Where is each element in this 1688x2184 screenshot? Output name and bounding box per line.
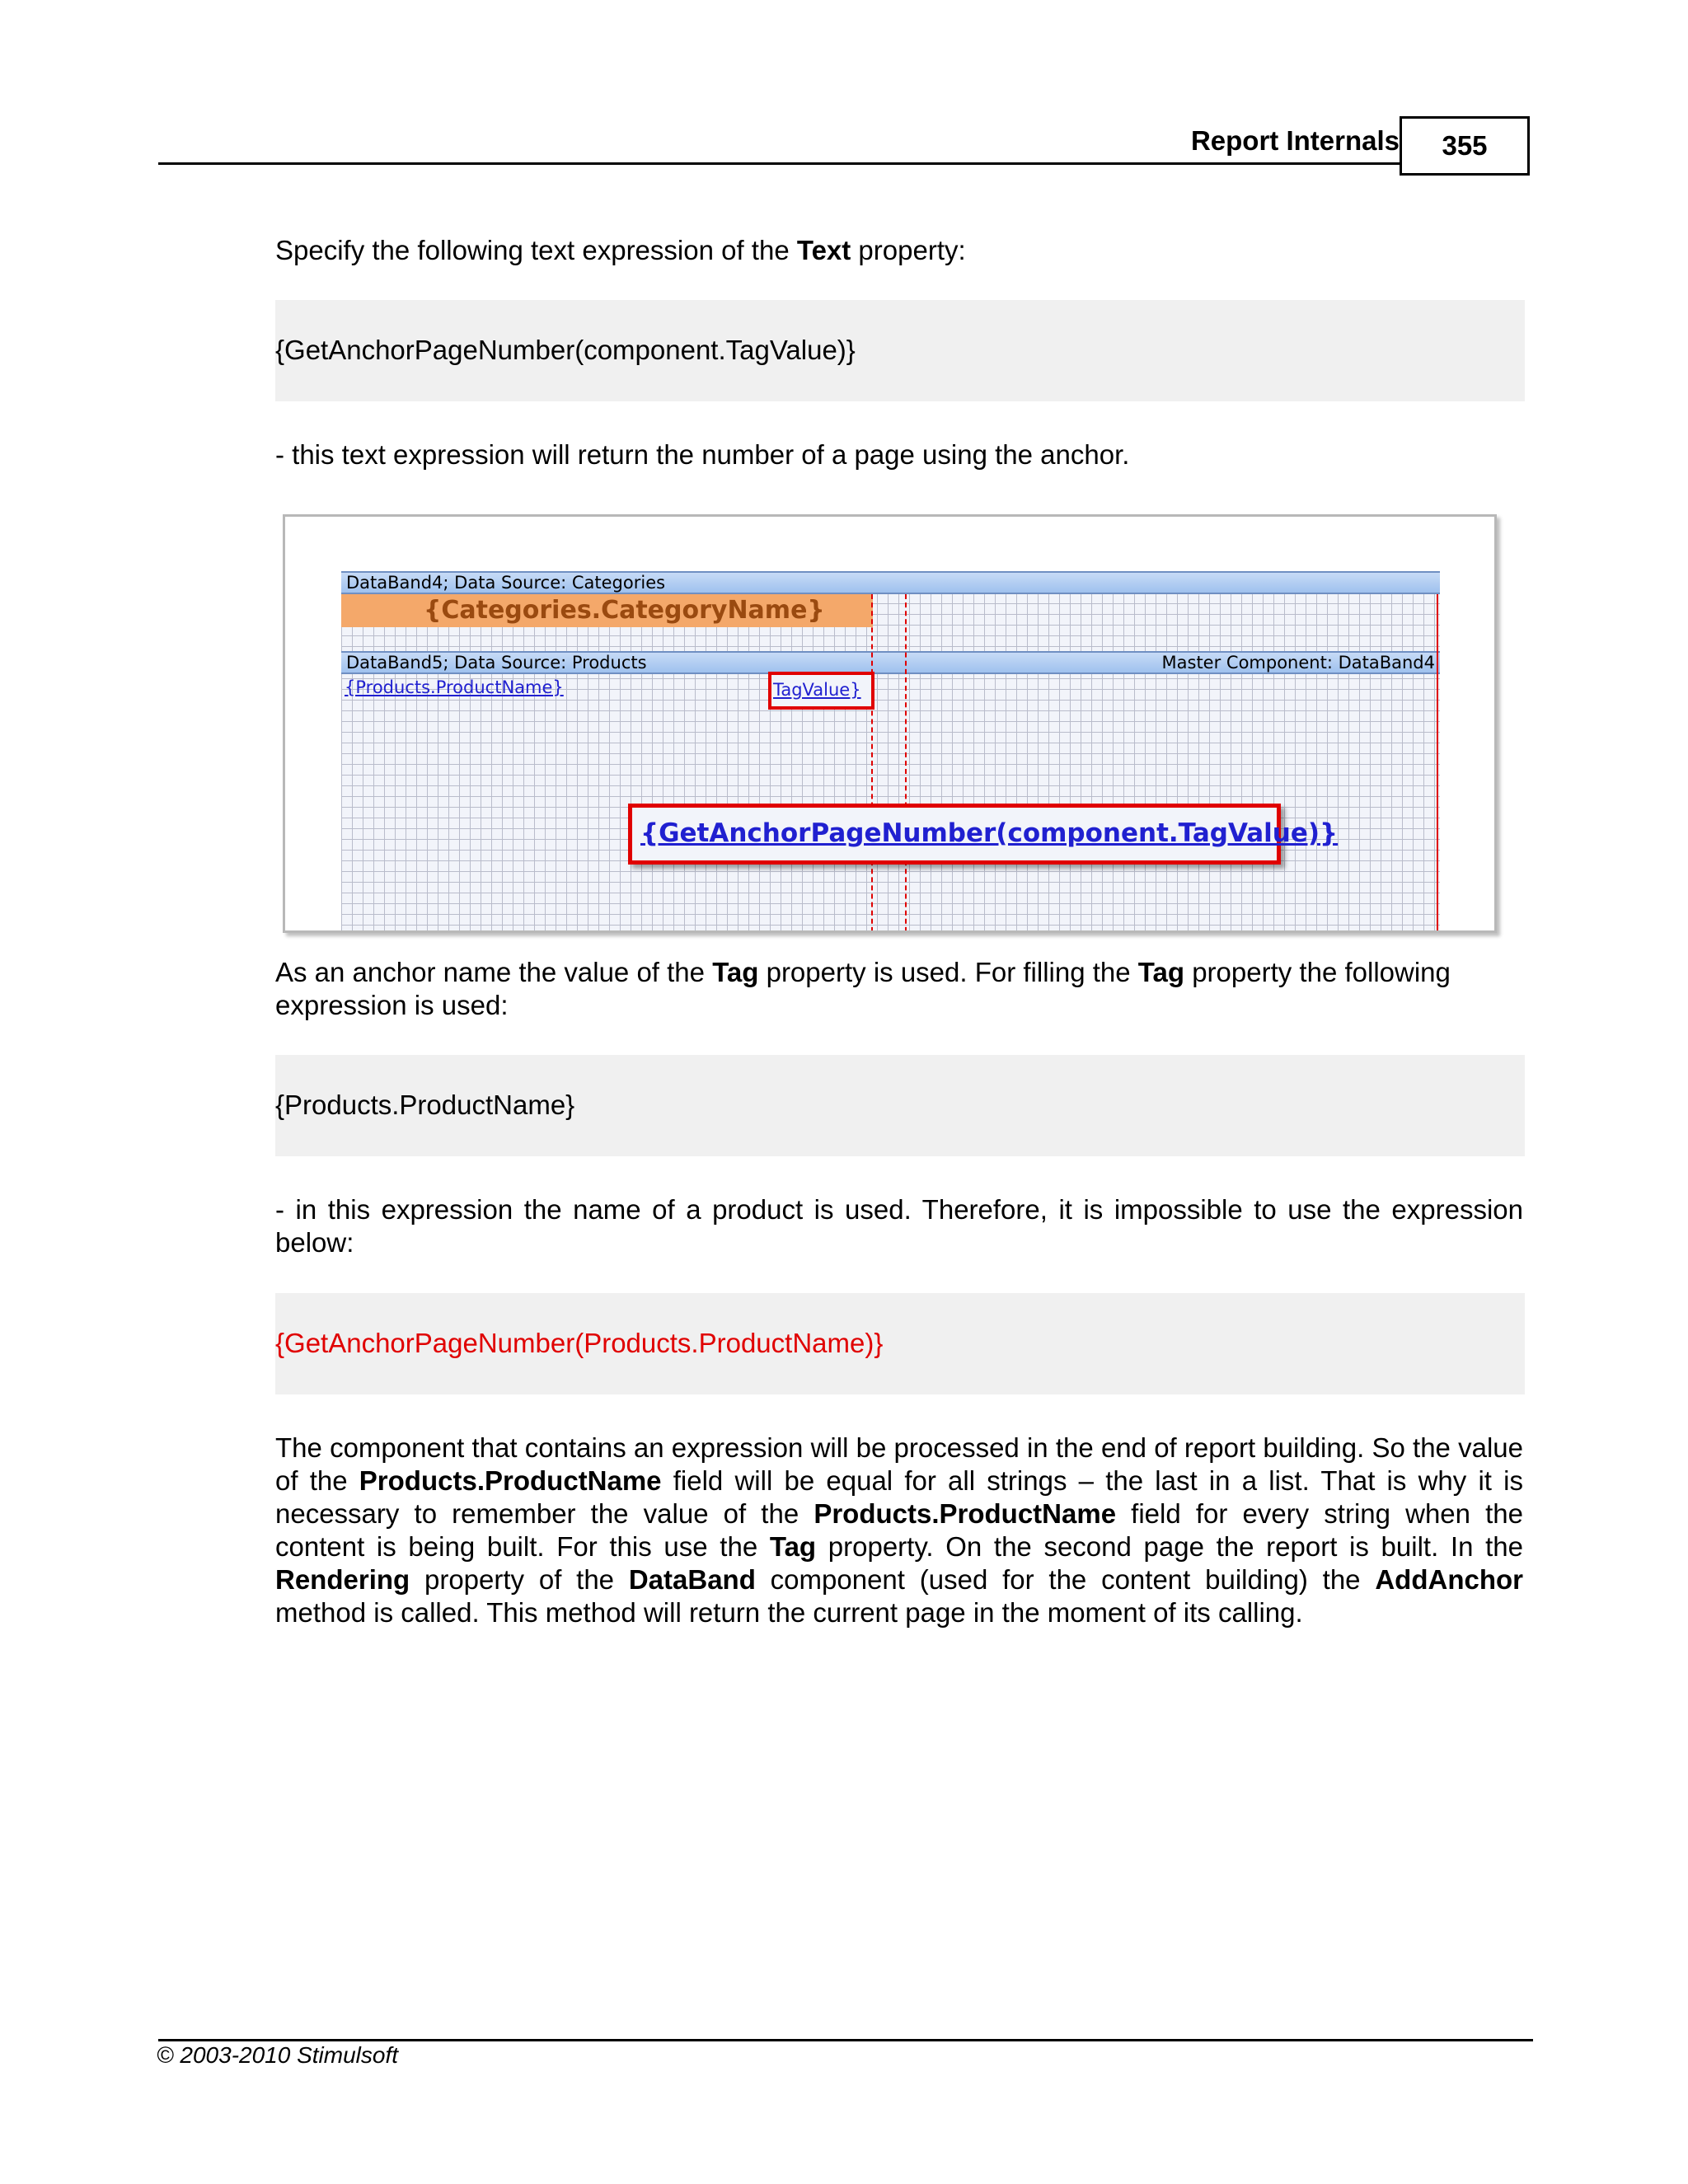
margin-guide-line-2: [905, 594, 907, 930]
databand4-header: [341, 571, 1440, 594]
category-name-field: {Categories.CategoryName}: [341, 594, 873, 627]
product-name-field: {Products.ProductName}: [345, 677, 564, 697]
paragraph-2: - this text expression will return the number of a page using the anchor.: [275, 439, 1130, 470]
para5-bold-3: Tag: [769, 1531, 817, 1562]
code-block-1: [275, 300, 1525, 401]
para5-bold-2: Products.ProductName: [814, 1498, 1117, 1529]
paragraph-4: - in this expression the name of a product is used. Therefore, it is impossible to use the expression below:: [275, 1194, 1523, 1258]
margin-guide-line-1: [871, 594, 873, 930]
para5-text-5: property of the: [410, 1564, 629, 1595]
para1-bold-text: Text: [796, 235, 851, 265]
page-number: 355: [1400, 116, 1530, 176]
tag-value-field: TagValue}: [768, 672, 874, 710]
para3-text-2: property is used. For filling the: [758, 957, 1138, 987]
code-1-text: {GetAnchorPageNumber(component.TagValue)}: [275, 335, 856, 365]
code-2-text: {Products.ProductName}: [275, 1090, 575, 1120]
para5-text-4: property. On the second page the report is built. In the: [816, 1531, 1524, 1562]
para5-text-1: The component that contains an expression will be processed in the end of report building. So the value of the: [275, 1432, 1523, 1496]
para5-text-6: component (used for the content building) the: [755, 1564, 1376, 1595]
para3-bold-1: Tag: [712, 957, 759, 987]
databand4-header-label: DataBand4; Data Source: Categories: [346, 573, 666, 593]
para5-bold-6: AddAnchor: [1375, 1564, 1523, 1595]
databand5-master-label: Master Component: DataBand4: [1161, 653, 1435, 673]
para5-bold-5: DataBand: [628, 1564, 756, 1595]
paragraph-3: [275, 956, 1523, 1022]
page-edge-line: [1437, 594, 1438, 930]
code-3-text: {GetAnchorPageNumber(Products.ProductName)}: [275, 1328, 884, 1358]
para5-text-3: field for every string when the content is being built. For this use the: [275, 1498, 1523, 1562]
code-block-2: [275, 1055, 1525, 1156]
designer-screenshot-figure: [283, 514, 1497, 933]
header-title: Report Internals: [1190, 125, 1400, 156]
para3-bold-2: Tag: [1137, 957, 1185, 987]
para5-text-2: field will be equal for all strings – the last in a list. That is why it is necessary to remember the value of the: [275, 1465, 1523, 1529]
para1-text-1: Specify the following text expression of the: [275, 235, 797, 265]
header-rule: [158, 162, 1401, 165]
para3-text-1: As an anchor name the value of the: [275, 957, 713, 987]
footer-rule: [158, 2039, 1533, 2041]
databand5-header: [341, 651, 1440, 674]
para5-text-7: method is called. This method will return the current page in the moment of its calling.: [275, 1597, 1303, 1628]
footer-copyright: © 2003-2010 Stimulsoft: [157, 2042, 399, 2068]
code-block-3: [275, 1293, 1525, 1394]
para5-bold-1: Products.ProductName: [359, 1465, 662, 1496]
paragraph-5: [275, 1432, 1523, 1629]
para1-text-2: property:: [851, 235, 966, 265]
report-designer-canvas: [341, 571, 1440, 930]
anchor-page-number-field: {GetAnchorPageNumber(component.TagValue)}: [628, 804, 1281, 865]
para5-bold-4: Rendering: [275, 1564, 410, 1595]
paragraph-1: [275, 234, 1523, 267]
databand5-header-label: DataBand5; Data Source: Products: [346, 653, 647, 673]
para3-text-3: property the following expression is used:: [275, 957, 1451, 1020]
